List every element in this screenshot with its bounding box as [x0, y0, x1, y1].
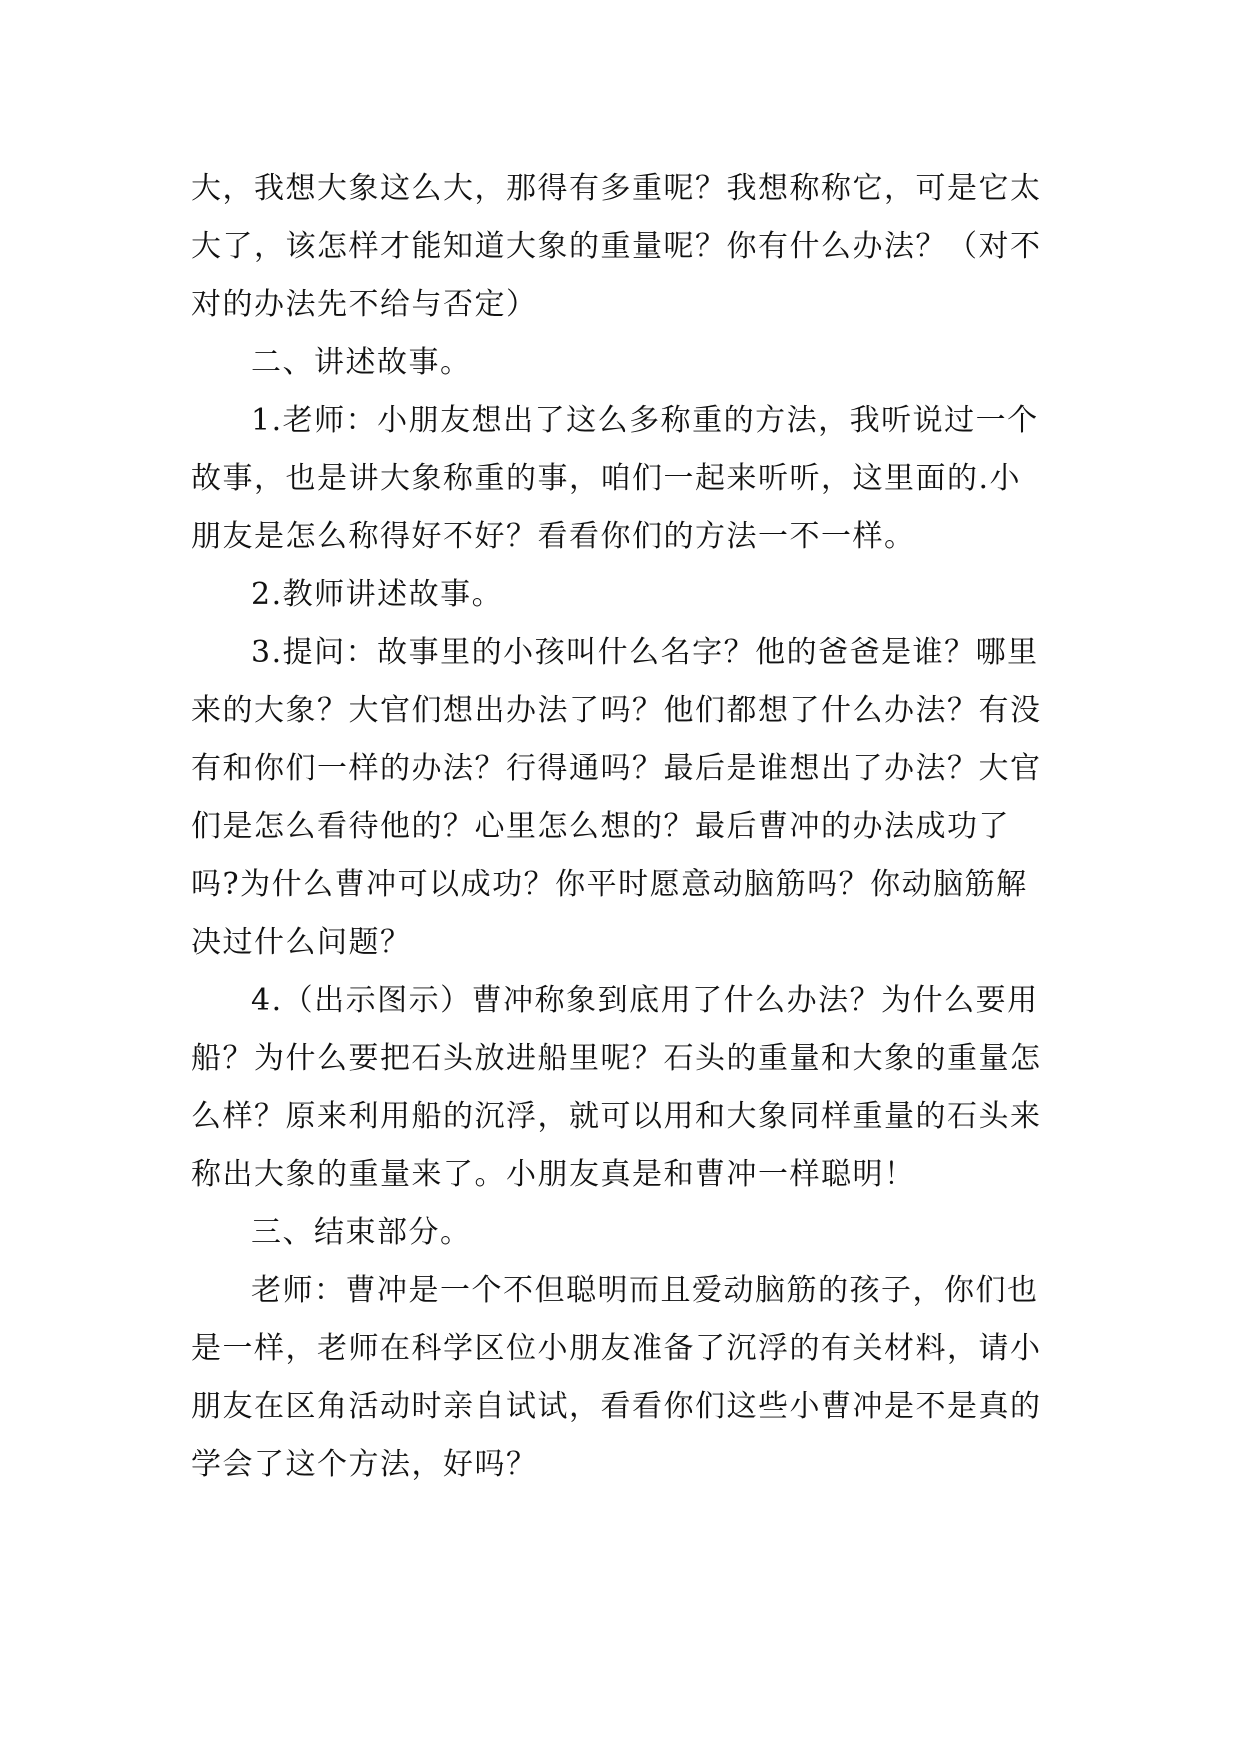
section-heading-story: 二、讲述故事。	[251, 345, 472, 380]
document-body	[191, 160, 1051, 1494]
paragraph-step-3-questions: 3.提问：故事里的小孩叫什么名字？他的爸爸是谁？哪里来的大象？大官们想出办法了吗？他们都想了什么办法？有没有和你们一样的办法？行得通吗？最后是谁想出了办法？大官们是怎么看待他的？心里怎么想的？最后曹冲的办法成功了吗?为什么曹冲可以成功？你平时愿意动脑筋吗？你动脑筋解决过什么问题？	[191, 635, 1042, 960]
paragraph-step-4-illustration: 4.（出示图示）曹冲称象到底用了什么办法？为什么要用船？为什么要把石头放进船里呢？石头的重量和大象的重量怎么样？原来利用船的沉浮，就可以用和大象同样重量的石头来称出大象的重量来了。小朋友真是和曹冲一样聪明！	[191, 983, 1042, 1192]
paragraph-intro-continuation: 大，我想大象这么大，那得有多重呢？我想称称它，可是它太大了，该怎样才能知道大象的重量呢？你有什么办法？（对不对的办法先不给与否定）	[191, 171, 1042, 322]
paragraph-step-1: 1.老师：小朋友想出了这么多称重的方法，我听说过一个故事，也是讲大象称重的事，咱们一起来听听，这里面的.小朋友是怎么称得好不好？看看你们的方法一不一样。	[191, 403, 1039, 554]
paragraph-ending: 老师：曹冲是一个不但聪明而且爱动脑筋的孩子，你们也是一样，老师在科学区位小朋友准备了沉浮的有关材料，请小朋友在区角活动时亲自试试，看看你们这些小曹冲是不是真的学会了这个方法，好吗？	[191, 1273, 1042, 1482]
paragraph-step-2: 2.教师讲述故事。	[251, 577, 504, 612]
section-heading-ending: 三、结束部分。	[251, 1215, 472, 1250]
